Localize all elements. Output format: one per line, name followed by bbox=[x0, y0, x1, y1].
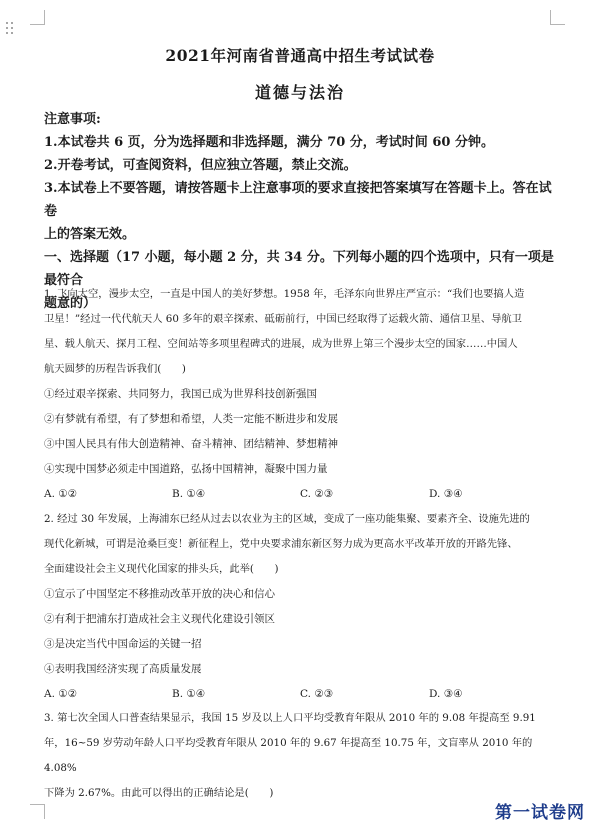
choice-b[interactable]: B. ①④ bbox=[172, 488, 206, 500]
question-stem-line: 下降为 2.67%。由此可以得出的正确结论是( ) bbox=[44, 787, 274, 799]
statement-option: ③中国人民具有伟大创造精神、奋斗精神、团结精神、梦想精神 bbox=[44, 438, 338, 450]
statement-option: ①经过艰辛探索、共同努力，我国已成为世界科技创新强国 bbox=[44, 388, 317, 400]
notice-item: 3.本试卷上不要答题，请按答题卡上注意事项的要求直接把答案填写在答题卡上。答在试卷 bbox=[44, 181, 552, 219]
question-stem-line: 现代化新城，可谓是沧桑巨变！新征程上，党中央要求浦东新区努力成为更高水平改革开放的开路先锋、 bbox=[44, 538, 518, 550]
question-stem-line: 2. 经过 30 年发展，上海浦东已经从过去以农业为主的区域，变成了一座功能集聚、要素齐全、设施先进的 bbox=[44, 513, 530, 525]
drag-handle-icon[interactable] bbox=[6, 22, 16, 36]
question-2 bbox=[44, 507, 556, 707]
statement-option: ②有梦就有希望，有了梦想和希望，人类一定能不断进步和发展 bbox=[44, 413, 338, 425]
choice-c[interactable]: C. ②③ bbox=[300, 688, 334, 700]
choice-d[interactable]: D. ③④ bbox=[429, 688, 463, 700]
statement-option: ③是决定当代中国命运的关键一招 bbox=[44, 638, 202, 650]
choice-a[interactable]: A. ①② bbox=[44, 488, 78, 500]
page-corner-mark bbox=[30, 10, 45, 25]
notice-heading: 注意事项: bbox=[44, 112, 101, 127]
question-stem-line: 年，16~59 岁劳动年龄人口平均受教育年限从 2010 年的 9.67 年提高至 10.75 年，文盲率从 2010 年的 4.08% bbox=[44, 737, 533, 774]
notice-item: 1.本试卷共 6 页，分为选择题和非选择题，满分 70 分，考试时间 60 分钟。 bbox=[44, 135, 494, 150]
question-stem-line: 1. 飞向太空，漫步太空，一直是中国人的美好梦想。1958 年，毛泽东向世界庄严宣示：“我们也要搞人造 bbox=[44, 288, 525, 300]
question-stem-line: 星、载人航天、探月工程、空间站等多项里程碑式的进展，成为世界上第三个漫步太空的国家……中国人 bbox=[44, 338, 518, 350]
question-1 bbox=[44, 282, 556, 507]
statement-option: ①宣示了中国坚定不移推动改革开放的决心和信心 bbox=[44, 588, 275, 600]
choice-a[interactable]: A. ①② bbox=[44, 688, 78, 700]
page-corner-mark bbox=[30, 804, 45, 819]
page-corner-mark bbox=[550, 10, 565, 25]
section-heading: 题意的） bbox=[44, 296, 97, 311]
statement-option: ②有利于把浦东打造成社会主义现代化建设引领区 bbox=[44, 613, 275, 625]
section-heading: 一、选择题（17 小题，每小题 2 分，共 34 分。下列每小题的四个选项中，只有一项是最符合 bbox=[44, 250, 554, 288]
site-watermark: 第一试卷网 bbox=[495, 803, 585, 823]
question-3 bbox=[44, 706, 556, 806]
choice-b[interactable]: B. ①④ bbox=[172, 688, 206, 700]
question-stem-line: 3. 第七次全国人口普查结果显示，我国 15 岁及以上人口平均受教育年限从 2010 年的 9.08 年提高至 9.91 bbox=[44, 712, 536, 724]
exam-subject: 道德与法治 bbox=[254, 83, 345, 102]
answer-choices bbox=[44, 482, 556, 507]
choice-c[interactable]: C. ②③ bbox=[300, 488, 334, 500]
statement-option: ④表明我国经济实现了高质量发展 bbox=[44, 663, 202, 675]
notice-item: 2.开卷考试，可查阅资料，但应独立答题，禁止交流。 bbox=[44, 158, 357, 173]
question-stem-line: 卫星！”经过一代代航天人 60 多年的艰辛探索、砥砺前行，中国已经取得了运载火箭、通信卫星、导航卫 bbox=[44, 313, 522, 325]
statement-option: ④实现中国梦必须走中国道路，弘扬中国精神，凝聚中国力量 bbox=[44, 463, 328, 475]
notice-item: 上的答案无效。 bbox=[44, 227, 136, 242]
answer-choices bbox=[44, 682, 556, 707]
exam-title: 2021年河南省普通高中招生考试试卷 bbox=[165, 46, 435, 65]
question-stem-line: 航天圆梦的历程告诉我们( ) bbox=[44, 363, 186, 375]
choice-d[interactable]: D. ③④ bbox=[429, 488, 463, 500]
question-stem-line: 全面建设社会主义现代化国家的排头兵，此举( ) bbox=[44, 563, 279, 575]
